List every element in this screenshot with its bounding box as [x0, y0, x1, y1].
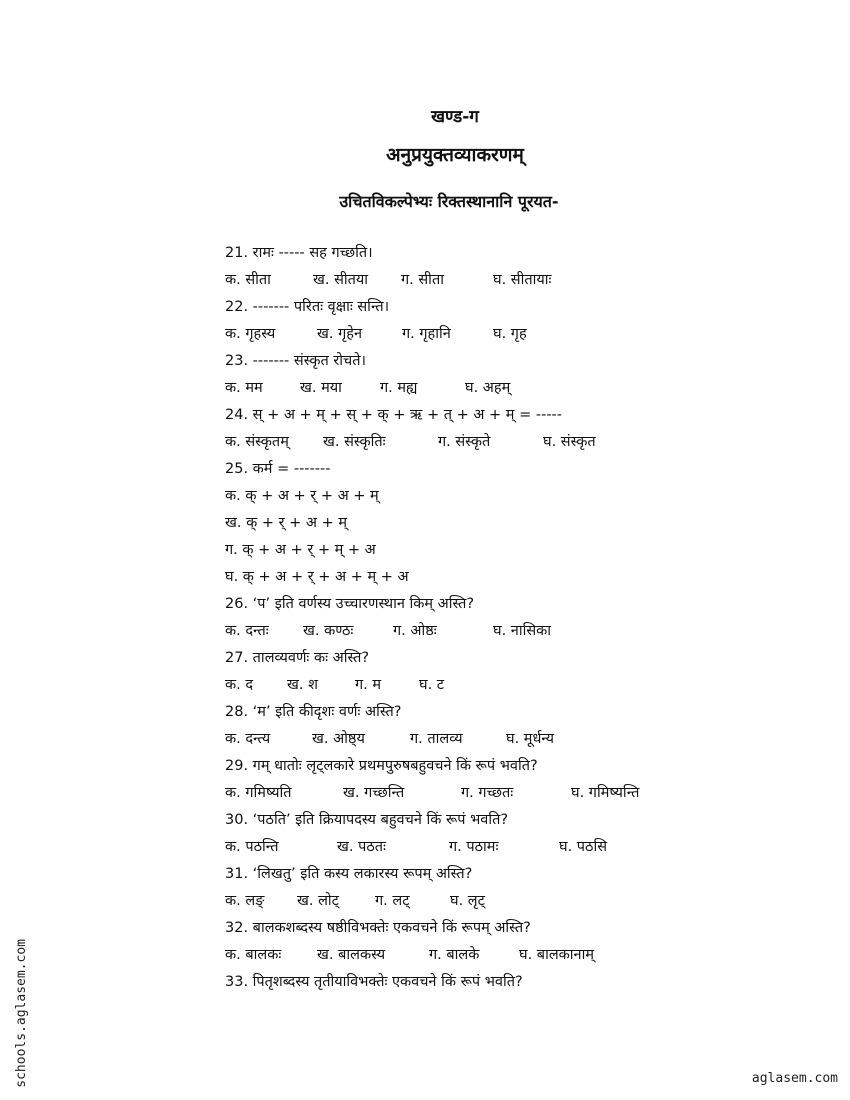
- option: क. क् + अ + र् + अ + म्: [225, 488, 379, 504]
- option: ग. सीता: [401, 272, 444, 288]
- option: क. बालकः: [225, 947, 282, 963]
- option: घ. पठसि: [559, 839, 608, 855]
- option: ग. मह्य: [380, 380, 418, 396]
- option: ग. लट्: [375, 893, 410, 909]
- question-33: 33. पितृशब्दस्य तृतीयाविभक्तेः एकवचने किं रूपं भवति?: [225, 974, 523, 990]
- option: घ. संस्कृत: [543, 434, 596, 450]
- option: घ. सीतायाः: [493, 272, 552, 288]
- option: ख. श: [287, 677, 318, 693]
- option: क. द: [225, 677, 254, 693]
- option: ग. ओष्ठः: [393, 623, 437, 639]
- option: क. दन्त्य: [225, 731, 271, 747]
- option: ग. गृहानि: [402, 326, 451, 342]
- option: ग. पठामः: [449, 839, 499, 855]
- question-29: 29. गम् धातोः लृट्लकारे प्रथमपुरुषबहुवचने किं रूपं भवति?: [225, 758, 538, 774]
- option: ख. लोट्: [297, 893, 339, 909]
- option: ग. तालव्य: [410, 731, 463, 747]
- question-list: [225, 240, 785, 996]
- question-28: 28. ‘म’ इति कीदृशः वर्णः अस्ति?: [225, 704, 402, 720]
- option: ख. बालकस्य: [317, 947, 386, 963]
- option: ख. सीतया: [313, 272, 369, 288]
- option: क. संस्कृतम्: [225, 434, 289, 450]
- question-21: 21. रामः ----- सह गच्छति।: [225, 245, 373, 261]
- option: घ. गमिष्यन्ति: [571, 785, 640, 801]
- option: क. गमिष्यति: [225, 785, 292, 801]
- question-32: 32. बालकशब्दस्य षष्ठीविभक्तेः एकवचने किं रूपम् अस्ति?: [225, 920, 531, 936]
- options-29: [225, 780, 785, 807]
- options-31: [225, 888, 785, 915]
- options-32: [225, 942, 785, 969]
- question-25: 25. कर्म = -------: [225, 461, 331, 477]
- option: घ. मूर्धन्य: [506, 731, 555, 747]
- question-31: 31. ‘लिखतु’ इति कस्य लकारस्य रूपम् अस्ति?: [225, 866, 473, 882]
- option: घ. गृह: [493, 326, 527, 342]
- option: क. गृहस्य: [225, 326, 276, 342]
- question-23: 23. ------- संस्कृत रोचते।: [225, 353, 367, 369]
- option: ग. गच्छतः: [461, 785, 514, 801]
- watermark-side: schools.aglasem.com: [14, 939, 29, 1088]
- option: ख. गृहेन: [317, 326, 362, 342]
- instruction: उचितविकल्पेभ्यः रिक्तस्थानानि पूरयत-: [339, 192, 559, 211]
- option: घ. ट: [419, 677, 445, 693]
- option: क. सीता: [225, 272, 271, 288]
- option: ख. गच्छन्ति: [343, 785, 405, 801]
- options-23: [225, 375, 785, 402]
- page-title: अनुप्रयुक्तव्याकरणम्: [386, 144, 524, 166]
- options-26: [225, 618, 785, 645]
- option: घ. लृट्: [450, 893, 485, 909]
- options-28: [225, 726, 785, 753]
- option: घ. बालकानाम्: [519, 947, 595, 963]
- option: ग. बालके: [429, 947, 480, 963]
- options-22: [225, 321, 785, 348]
- option: क. दन्तः: [225, 623, 269, 639]
- option: क. लङ्: [225, 893, 265, 909]
- question-27: 27. तालव्यवर्णः कः अस्ति?: [225, 650, 370, 666]
- option: ख. क् + र् + अ + म्: [225, 515, 347, 531]
- options-24: [225, 429, 785, 456]
- option: ख. पठतः: [337, 839, 386, 855]
- option: ख. कण्ठः: [303, 623, 354, 639]
- section-heading: खण्ड-ग: [431, 107, 479, 127]
- option: क. मम: [225, 380, 263, 396]
- option: ख. मया: [300, 380, 342, 396]
- question-30: 30. ‘पठति’ इति क्रियापदस्य बहुवचने किं रूपं भवति?: [225, 812, 509, 828]
- option: घ. नासिका: [493, 623, 552, 639]
- option: घ. अहम्: [465, 380, 511, 396]
- option: घ. क् + अ + र् + अ + म् + अ: [225, 569, 409, 585]
- question-22: 22. ------- परितः वृक्षाः सन्ति।: [225, 299, 390, 315]
- watermark-bottom-right: aglasem.com: [751, 1071, 838, 1086]
- options-30: [225, 834, 785, 861]
- option: ख. संस्कृतिः: [323, 434, 386, 450]
- option: ग. म: [355, 677, 382, 693]
- question-26: 26. ‘प’ इति वर्णस्य उच्चारणस्थान किम् अस्ति?: [225, 596, 475, 612]
- options-27: [225, 672, 785, 699]
- option: क. पठन्ति: [225, 839, 279, 855]
- option: ख. ओष्ठ्य: [312, 731, 365, 747]
- options-21: [225, 267, 785, 294]
- question-24: 24. स् + अ + म् + स् + क् + ऋ + त् + अ + म् = -----: [225, 407, 563, 423]
- option: ग. संस्कृते: [438, 434, 491, 450]
- option: ग. क् + अ + र् + म् + अ: [225, 542, 376, 558]
